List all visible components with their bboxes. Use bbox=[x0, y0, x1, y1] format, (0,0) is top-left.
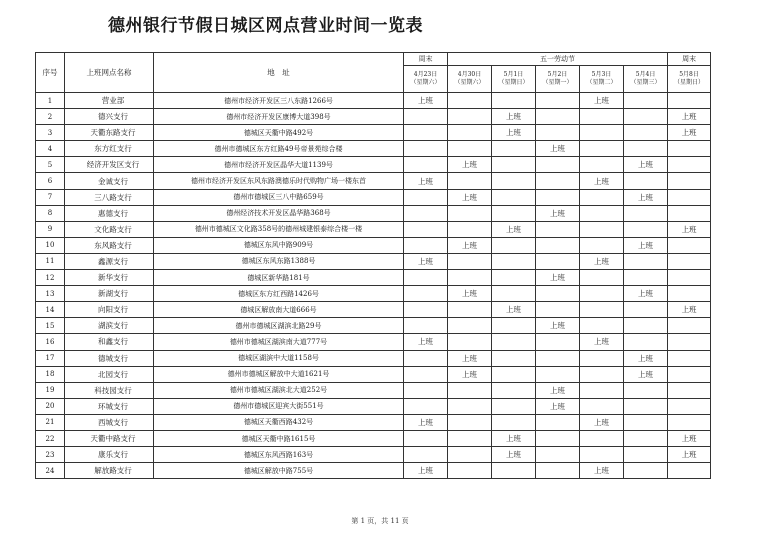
row-number: 16 bbox=[36, 334, 65, 350]
schedule-cell: 上班 bbox=[624, 286, 668, 302]
schedule-cell: 上班 bbox=[580, 253, 624, 269]
schedule-cell: 上班 bbox=[668, 221, 711, 237]
header-date-value: 5月3日 bbox=[591, 71, 612, 78]
header-date bbox=[668, 66, 711, 93]
schedule-cell bbox=[448, 382, 492, 398]
schedule-cell: 上班 bbox=[404, 414, 448, 430]
table-row bbox=[36, 253, 711, 269]
branch-name: 德城支行 bbox=[65, 350, 154, 366]
branch-address: 德州市德城区解放中大道1621号 bbox=[154, 366, 404, 382]
schedule-cell bbox=[668, 93, 711, 109]
header-seq: 序号 bbox=[36, 53, 65, 93]
branch-name: 东方红支行 bbox=[65, 141, 154, 157]
schedule-cell bbox=[580, 447, 624, 463]
table-row bbox=[36, 189, 711, 205]
schedule-cell bbox=[404, 221, 448, 237]
schedule-cell: 上班 bbox=[492, 109, 536, 125]
schedule-cell bbox=[536, 253, 580, 269]
schedule-cell bbox=[404, 430, 448, 446]
page-title: 德州银行节假日城区网点营业时间一览表 bbox=[108, 16, 423, 36]
schedule-cell: 上班 bbox=[492, 447, 536, 463]
schedule-cell bbox=[668, 286, 711, 302]
schedule-cell bbox=[536, 189, 580, 205]
branch-address: 德城区湖滨中大道1158号 bbox=[154, 350, 404, 366]
schedule-cell: 上班 bbox=[624, 157, 668, 173]
schedule-cell bbox=[404, 141, 448, 157]
schedule-cell: 上班 bbox=[404, 93, 448, 109]
schedule-cell: 上班 bbox=[536, 318, 580, 334]
row-number: 11 bbox=[36, 253, 65, 269]
schedule-cell bbox=[668, 270, 711, 286]
schedule-cell: 上班 bbox=[668, 125, 711, 141]
schedule-cell: 上班 bbox=[536, 382, 580, 398]
table-row bbox=[36, 382, 711, 398]
row-number: 1 bbox=[36, 93, 65, 109]
schedule-cell: 上班 bbox=[668, 447, 711, 463]
schedule-cell bbox=[492, 205, 536, 221]
schedule-cell: 上班 bbox=[492, 430, 536, 446]
branch-name: 天衢中路支行 bbox=[65, 430, 154, 446]
schedule-cell bbox=[492, 350, 536, 366]
schedule-cell bbox=[624, 463, 668, 479]
schedule-cell bbox=[448, 302, 492, 318]
schedule-cell bbox=[624, 302, 668, 318]
schedule-cell bbox=[492, 253, 536, 269]
schedule-cell bbox=[624, 414, 668, 430]
schedule-cell: 上班 bbox=[536, 205, 580, 221]
table-row bbox=[36, 205, 711, 221]
branch-name: 北园支行 bbox=[65, 366, 154, 382]
branch-name: 新华支行 bbox=[65, 270, 154, 286]
schedule-cell bbox=[536, 286, 580, 302]
branch-address: 德州市经济开发区康博大道398号 bbox=[154, 109, 404, 125]
schedule-cell bbox=[668, 334, 711, 350]
header-date-value: 5月8日 bbox=[679, 71, 699, 78]
table-row bbox=[36, 350, 711, 366]
schedule-cell: 上班 bbox=[580, 334, 624, 350]
row-number: 19 bbox=[36, 382, 65, 398]
row-number: 14 bbox=[36, 302, 65, 318]
schedule-cell bbox=[580, 109, 624, 125]
row-number: 21 bbox=[36, 414, 65, 430]
branch-address: 德州市经济开发区三八东路1266号 bbox=[154, 93, 404, 109]
schedule-cell bbox=[492, 366, 536, 382]
schedule-cell: 上班 bbox=[536, 398, 580, 414]
table-row bbox=[36, 447, 711, 463]
schedule-cell: 上班 bbox=[536, 141, 580, 157]
schedule-cell bbox=[580, 189, 624, 205]
branch-address: 德州经济技术开发区晶华路368号 bbox=[154, 205, 404, 221]
branch-address: 德州市德城区迎宾大街551号 bbox=[154, 398, 404, 414]
schedule-cell bbox=[492, 173, 536, 189]
branch-address: 德城区天衢西路432号 bbox=[154, 414, 404, 430]
branch-address: 德州市经济开发区晶华大道1139号 bbox=[154, 157, 404, 173]
schedule-cell bbox=[624, 109, 668, 125]
schedule-cell bbox=[404, 189, 448, 205]
schedule-cell bbox=[536, 237, 580, 253]
schedule-cell: 上班 bbox=[448, 157, 492, 173]
schedule-cell bbox=[536, 430, 580, 446]
schedule-cell: 上班 bbox=[580, 414, 624, 430]
header-date-weekday: （星期二） bbox=[586, 79, 617, 86]
schedule-cell bbox=[580, 286, 624, 302]
schedule-cell bbox=[580, 302, 624, 318]
row-number: 7 bbox=[36, 189, 65, 205]
branch-name: 经济开发区支行 bbox=[65, 157, 154, 173]
schedule-cell bbox=[580, 157, 624, 173]
branch-address: 德城区东方红西路1426号 bbox=[154, 286, 404, 302]
schedule-cell bbox=[492, 189, 536, 205]
schedule-cell bbox=[492, 334, 536, 350]
schedule-cell bbox=[404, 382, 448, 398]
schedule-cell bbox=[668, 189, 711, 205]
schedule-cell bbox=[536, 173, 580, 189]
table-row bbox=[36, 157, 711, 173]
schedule-cell bbox=[492, 141, 536, 157]
header-date-value: 5月4日 bbox=[635, 71, 656, 78]
branch-name: 西城支行 bbox=[65, 414, 154, 430]
table-row bbox=[36, 109, 711, 125]
schedule-cell bbox=[492, 237, 536, 253]
table-row bbox=[36, 270, 711, 286]
header-name: 上班网点名称 bbox=[65, 53, 154, 93]
branch-address: 德城区东风西路163号 bbox=[154, 447, 404, 463]
schedule-cell: 上班 bbox=[448, 286, 492, 302]
schedule-cell: 上班 bbox=[404, 463, 448, 479]
row-number: 9 bbox=[36, 221, 65, 237]
schedule-cell: 上班 bbox=[624, 237, 668, 253]
schedule-cell bbox=[536, 463, 580, 479]
branch-name: 天衢东路支行 bbox=[65, 125, 154, 141]
schedule-cell bbox=[624, 270, 668, 286]
schedule-cell: 上班 bbox=[492, 221, 536, 237]
schedule-cell bbox=[668, 173, 711, 189]
header-date-weekday: （星期六） bbox=[410, 79, 441, 86]
branch-address: 德州市德城区文化路358号的德州城建银泰综合楼一楼 bbox=[154, 221, 404, 237]
table-row bbox=[36, 366, 711, 382]
row-number: 22 bbox=[36, 430, 65, 446]
branch-name: 湖滨支行 bbox=[65, 318, 154, 334]
schedule-cell bbox=[668, 398, 711, 414]
branch-name: 新湖支行 bbox=[65, 286, 154, 302]
schedule-cell: 上班 bbox=[492, 302, 536, 318]
row-number: 8 bbox=[36, 205, 65, 221]
branch-name: 向阳支行 bbox=[65, 302, 154, 318]
header-date bbox=[492, 66, 536, 93]
schedule-cell bbox=[536, 350, 580, 366]
branch-address: 德城区东风东路1388号 bbox=[154, 253, 404, 269]
schedule-cell bbox=[580, 366, 624, 382]
schedule-cell bbox=[668, 157, 711, 173]
header-date-weekday: （星期三） bbox=[630, 79, 661, 86]
schedule-cell bbox=[536, 93, 580, 109]
header-group-weekend: 周末 bbox=[404, 53, 448, 66]
schedule-cell bbox=[624, 205, 668, 221]
schedule-cell bbox=[580, 221, 624, 237]
schedule-cell: 上班 bbox=[492, 125, 536, 141]
branch-name: 康乐支行 bbox=[65, 447, 154, 463]
schedule-cell bbox=[580, 125, 624, 141]
schedule-cell bbox=[624, 334, 668, 350]
schedule-cell bbox=[492, 93, 536, 109]
schedule-cell bbox=[668, 366, 711, 382]
schedule-cell bbox=[404, 398, 448, 414]
header-date-value: 4月30日 bbox=[457, 71, 482, 78]
schedule-cell bbox=[580, 318, 624, 334]
schedule-cell bbox=[536, 125, 580, 141]
schedule-cell bbox=[404, 157, 448, 173]
schedule-cell bbox=[404, 302, 448, 318]
schedule-cell bbox=[668, 318, 711, 334]
schedule-cell bbox=[404, 286, 448, 302]
branch-address: 德州市经济开发区东风东路澳德乐时代购物广场一楼东首 bbox=[154, 173, 404, 189]
schedule-cell bbox=[624, 141, 668, 157]
schedule-cell bbox=[448, 253, 492, 269]
schedule-cell bbox=[624, 253, 668, 269]
schedule-cell bbox=[536, 366, 580, 382]
schedule-cell bbox=[536, 157, 580, 173]
schedule-cell bbox=[580, 398, 624, 414]
header-group-holiday: 五一劳动节 bbox=[448, 53, 668, 66]
row-number: 24 bbox=[36, 463, 65, 479]
row-number: 23 bbox=[36, 447, 65, 463]
schedule-cell bbox=[404, 318, 448, 334]
schedule-cell bbox=[448, 109, 492, 125]
page-footer: 第 1 页，共 11 页 bbox=[351, 517, 409, 525]
schedule-cell: 上班 bbox=[624, 189, 668, 205]
branch-name: 德兴支行 bbox=[65, 109, 154, 125]
schedule-cell bbox=[580, 430, 624, 446]
schedule-cell bbox=[492, 398, 536, 414]
schedule-cell bbox=[668, 463, 711, 479]
schedule-cell bbox=[448, 141, 492, 157]
schedule-cell bbox=[492, 318, 536, 334]
schedule-cell: 上班 bbox=[448, 189, 492, 205]
schedule-cell bbox=[448, 447, 492, 463]
schedule-cell bbox=[580, 205, 624, 221]
schedule-cell: 上班 bbox=[580, 173, 624, 189]
schedule-cell bbox=[448, 221, 492, 237]
row-number: 5 bbox=[36, 157, 65, 173]
schedule-cell bbox=[448, 173, 492, 189]
schedule-cell bbox=[404, 447, 448, 463]
schedule-cell bbox=[404, 237, 448, 253]
table-row bbox=[36, 237, 711, 253]
schedule-cell bbox=[624, 398, 668, 414]
header-date bbox=[404, 66, 448, 93]
schedule-cell bbox=[448, 430, 492, 446]
branch-address: 德城区东风中路909号 bbox=[154, 237, 404, 253]
schedule-cell bbox=[492, 286, 536, 302]
row-number: 3 bbox=[36, 125, 65, 141]
branch-address: 德州市德城区湖滨北路29号 bbox=[154, 318, 404, 334]
header-date bbox=[448, 66, 492, 93]
schedule-cell bbox=[404, 270, 448, 286]
schedule-cell: 上班 bbox=[448, 366, 492, 382]
header-date-value: 5月1日 bbox=[503, 71, 524, 78]
schedule-cell: 上班 bbox=[580, 93, 624, 109]
branch-address: 德城区解放中路755号 bbox=[154, 463, 404, 479]
schedule-cell bbox=[624, 221, 668, 237]
row-number: 6 bbox=[36, 173, 65, 189]
header-date bbox=[536, 66, 580, 93]
schedule-cell bbox=[624, 430, 668, 446]
header-date-weekday: （星期日） bbox=[498, 79, 529, 86]
header-date-weekday: （星期日） bbox=[674, 79, 705, 86]
table-row bbox=[36, 93, 711, 109]
schedule-cell bbox=[536, 302, 580, 318]
row-number: 4 bbox=[36, 141, 65, 157]
schedule-cell bbox=[580, 237, 624, 253]
schedule-cell bbox=[404, 109, 448, 125]
schedule-cell: 上班 bbox=[580, 463, 624, 479]
table-row bbox=[36, 398, 711, 414]
schedule-cell bbox=[536, 109, 580, 125]
schedule-cell bbox=[624, 125, 668, 141]
row-number: 17 bbox=[36, 350, 65, 366]
schedule-cell bbox=[624, 447, 668, 463]
header-group-weekend: 周末 bbox=[668, 53, 711, 66]
schedule-cell bbox=[536, 414, 580, 430]
branch-address: 德州市德城区湖滨北大道252号 bbox=[154, 382, 404, 398]
row-number: 12 bbox=[36, 270, 65, 286]
schedule-cell bbox=[448, 270, 492, 286]
schedule-cell: 上班 bbox=[668, 302, 711, 318]
schedule-cell bbox=[448, 318, 492, 334]
branch-name: 解放路支行 bbox=[65, 463, 154, 479]
table-row bbox=[36, 125, 711, 141]
header-date bbox=[624, 66, 668, 93]
branch-name: 东风路支行 bbox=[65, 237, 154, 253]
schedule-cell: 上班 bbox=[404, 173, 448, 189]
schedule-cell bbox=[492, 463, 536, 479]
schedule-cell bbox=[448, 93, 492, 109]
schedule-cell: 上班 bbox=[668, 109, 711, 125]
schedule-cell bbox=[448, 463, 492, 479]
header-date-value: 5月2日 bbox=[547, 71, 568, 78]
header-address: 地 址 bbox=[154, 53, 404, 93]
table-row bbox=[36, 221, 711, 237]
schedule-cell bbox=[668, 205, 711, 221]
schedule-cell bbox=[668, 414, 711, 430]
schedule-cell bbox=[580, 382, 624, 398]
schedule-cell bbox=[448, 125, 492, 141]
schedule-cell bbox=[624, 382, 668, 398]
schedule-cell bbox=[492, 157, 536, 173]
branch-address: 德城区新华路181号 bbox=[154, 270, 404, 286]
row-number: 18 bbox=[36, 366, 65, 382]
schedule-cell bbox=[668, 253, 711, 269]
branch-name: 文化路支行 bbox=[65, 221, 154, 237]
branch-name: 鑫源支行 bbox=[65, 253, 154, 269]
schedule-cell bbox=[448, 334, 492, 350]
row-number: 20 bbox=[36, 398, 65, 414]
branch-address: 德州市德城区三八中路659号 bbox=[154, 189, 404, 205]
schedule-cell bbox=[404, 366, 448, 382]
row-number: 10 bbox=[36, 237, 65, 253]
schedule-cell bbox=[536, 221, 580, 237]
schedule-cell bbox=[668, 141, 711, 157]
schedule-cell: 上班 bbox=[624, 350, 668, 366]
branch-name: 环城支行 bbox=[65, 398, 154, 414]
branch-address: 德州市德城区湖滨南大道777号 bbox=[154, 334, 404, 350]
header-date-weekday: （星期六） bbox=[454, 79, 485, 86]
schedule-cell bbox=[624, 318, 668, 334]
schedule-cell: 上班 bbox=[536, 270, 580, 286]
schedule-cell bbox=[448, 205, 492, 221]
header-date-value: 4月23日 bbox=[413, 71, 438, 78]
schedule-cell bbox=[624, 93, 668, 109]
schedule-cell: 上班 bbox=[404, 334, 448, 350]
header-date-weekday: （星期一） bbox=[542, 79, 573, 86]
schedule-cell bbox=[448, 414, 492, 430]
schedule-cell: 上班 bbox=[404, 253, 448, 269]
branch-address: 德州市德城区东方红路49号帝景苑综合楼 bbox=[154, 141, 404, 157]
table-row bbox=[36, 141, 711, 157]
schedule-table bbox=[35, 52, 711, 479]
table-row bbox=[36, 173, 711, 189]
schedule-cell bbox=[624, 173, 668, 189]
table-row bbox=[36, 430, 711, 446]
branch-name: 营业部 bbox=[65, 93, 154, 109]
schedule-cell bbox=[404, 125, 448, 141]
branch-name: 金诚支行 bbox=[65, 173, 154, 189]
schedule-cell: 上班 bbox=[624, 366, 668, 382]
table-row bbox=[36, 463, 711, 479]
branch-name: 三八路支行 bbox=[65, 189, 154, 205]
branch-address: 德城区解放南大道666号 bbox=[154, 302, 404, 318]
schedule-cell bbox=[668, 237, 711, 253]
branch-name: 科技园支行 bbox=[65, 382, 154, 398]
schedule-cell bbox=[580, 141, 624, 157]
schedule-cell bbox=[404, 350, 448, 366]
branch-address: 德城区天衢中路1615号 bbox=[154, 430, 404, 446]
schedule-cell bbox=[492, 414, 536, 430]
schedule-cell bbox=[404, 205, 448, 221]
table-row bbox=[36, 318, 711, 334]
row-number: 13 bbox=[36, 286, 65, 302]
branch-address: 德城区天衢中路492号 bbox=[154, 125, 404, 141]
schedule-cell: 上班 bbox=[668, 430, 711, 446]
branch-name: 惠德支行 bbox=[65, 205, 154, 221]
header-date bbox=[580, 66, 624, 93]
branch-name: 和鑫支行 bbox=[65, 334, 154, 350]
row-number: 2 bbox=[36, 109, 65, 125]
table-row bbox=[36, 302, 711, 318]
schedule-cell bbox=[536, 334, 580, 350]
schedule-cell bbox=[492, 382, 536, 398]
row-number: 15 bbox=[36, 318, 65, 334]
schedule-cell bbox=[668, 350, 711, 366]
schedule-cell bbox=[492, 270, 536, 286]
schedule-cell: 上班 bbox=[448, 237, 492, 253]
table-row bbox=[36, 334, 711, 350]
schedule-cell bbox=[580, 270, 624, 286]
schedule-cell bbox=[448, 398, 492, 414]
schedule-cell bbox=[580, 350, 624, 366]
schedule-cell bbox=[668, 382, 711, 398]
schedule-cell bbox=[536, 447, 580, 463]
table-row bbox=[36, 414, 711, 430]
table-row bbox=[36, 286, 711, 302]
schedule-cell: 上班 bbox=[448, 350, 492, 366]
